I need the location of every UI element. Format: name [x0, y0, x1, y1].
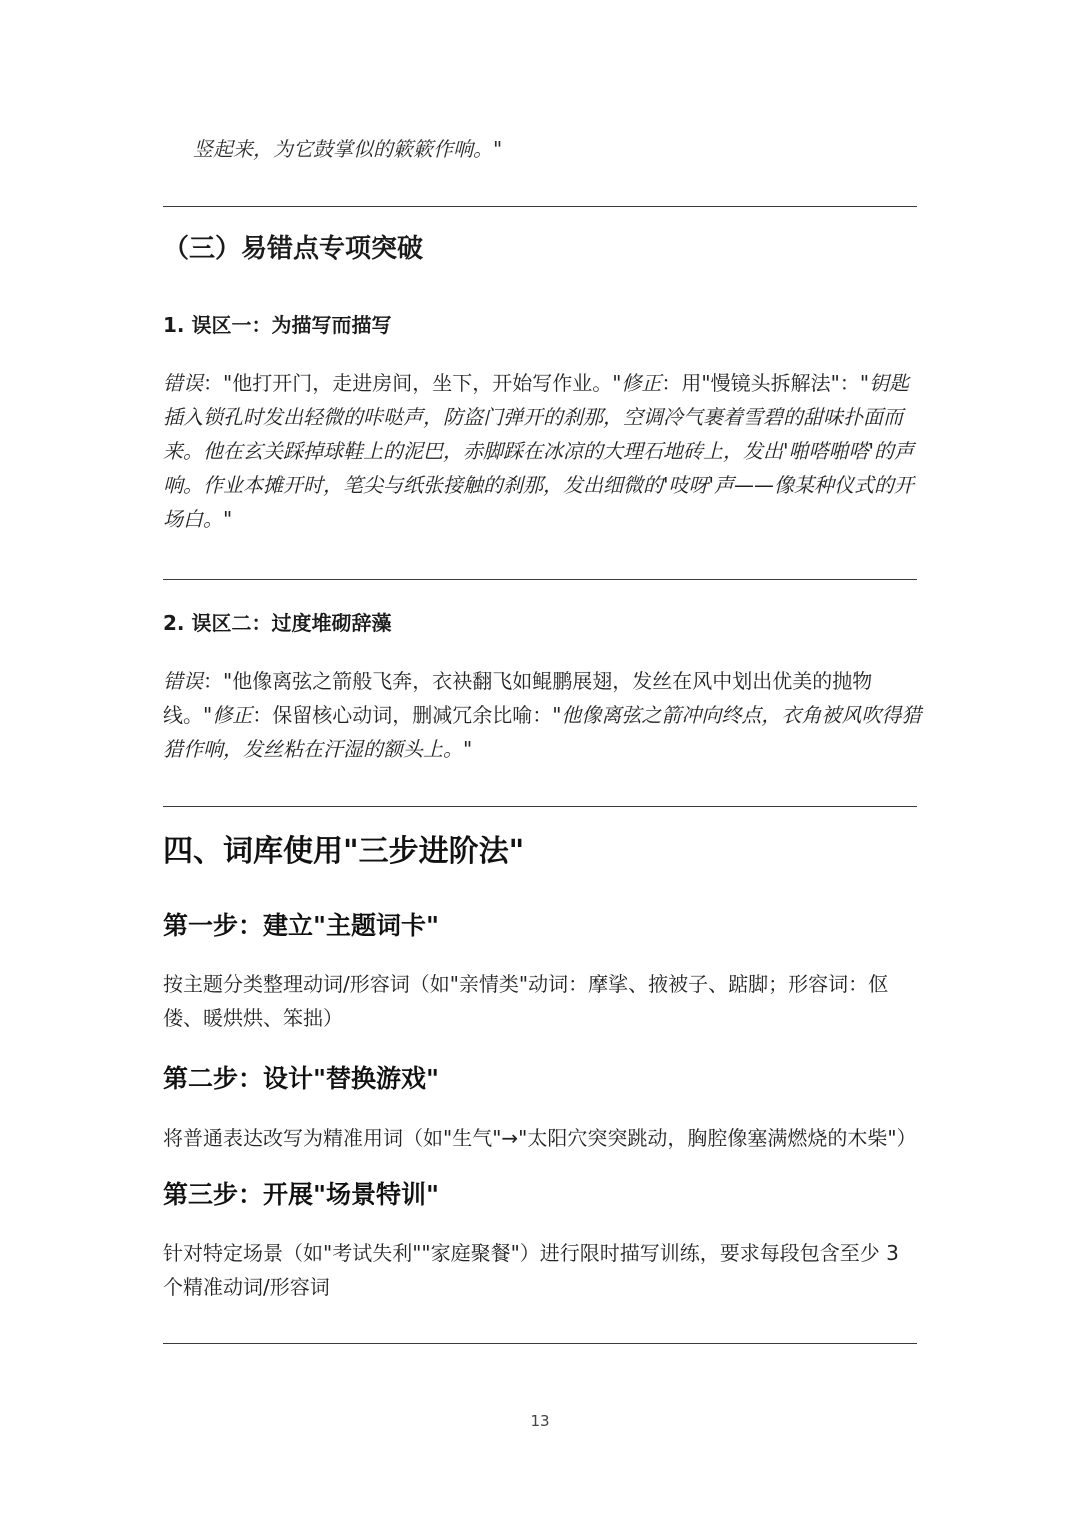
divider: [163, 579, 917, 580]
step2-title: 第二步：设计"替换游戏": [163, 1064, 440, 1093]
step1-title: 第一步：建立"主题词卡": [163, 911, 440, 940]
wrong-label: 错误: [163, 371, 203, 395]
fix-intro: ：保留核心动词，删减冗余比喻：: [252, 703, 553, 727]
fix-label: 修正: [621, 371, 662, 395]
fix-text: "他像离弦之箭冲向终点，衣角被风吹得猎猎作响，发丝粘在汗湿的额头上。": [163, 703, 922, 761]
step2-body: 将普通表达改写为精准用词（如"生气"→"太阳穴突突跳动，胸腔像塞满燃烧的木柴"）: [163, 1126, 917, 1150]
wrong-label: 错误: [163, 669, 203, 693]
step3-title: 第三步：开展"场景特训": [163, 1180, 440, 1209]
fix-label: 修正: [212, 703, 253, 727]
divider: [163, 806, 917, 807]
divider: [163, 206, 917, 207]
section4-title: 四、词库使用"三步进阶法": [163, 834, 525, 869]
fix-text: "钥匙插入锁孔时发出轻微的咔哒声，防盗门弹开的刹那，空调冷气裹着雪碧的甜味扑面而来。他在玄关踩掉球鞋上的泥巴，赤脚踩在冰凉的大理石地砖上，发出'啪嗒啪嗒'的声响。作业本摊开时，笔尖与纸张接触的刹那，发出细微的'吱呀'声——像某种仪式的开场白。": [163, 371, 914, 531]
step1-body: 按主题分类整理动词/形容词（如"亲情类"动词：摩挲、掖被子、踮脚；形容词：伛偻、暖烘烘、笨拙）: [163, 972, 889, 1030]
item1-paragraph: [163, 366, 923, 536]
item1-title: 1. 误区一：为描写而描写: [163, 313, 392, 337]
wrong-text: ："他打开门，走进房间，坐下，开始写作业。": [203, 371, 622, 395]
page-number: 13: [530, 1412, 550, 1430]
item2-paragraph: [163, 664, 923, 766]
section3-title: （三）易错点专项突破: [163, 234, 424, 264]
item2-title: 2. 误区二：过度堆砌辞藻: [163, 611, 392, 635]
step3-body: 针对特定场景（如"考试失利""家庭聚餐"）进行限时描写训练，要求每段包含至少 3 个精准动词/形容词: [163, 1241, 899, 1299]
fix-intro: ：用"慢镜头拆解法"：: [661, 371, 860, 395]
wrong-text: ："他像离弦之箭般飞奔，衣袂翻飞如鲲鹏展翅，发丝在风中划出优美的抛物线。": [163, 669, 873, 727]
top-quote: 竖起来，为它鼓掌似的簌簌作响。": [193, 137, 503, 161]
divider: [163, 1343, 917, 1344]
